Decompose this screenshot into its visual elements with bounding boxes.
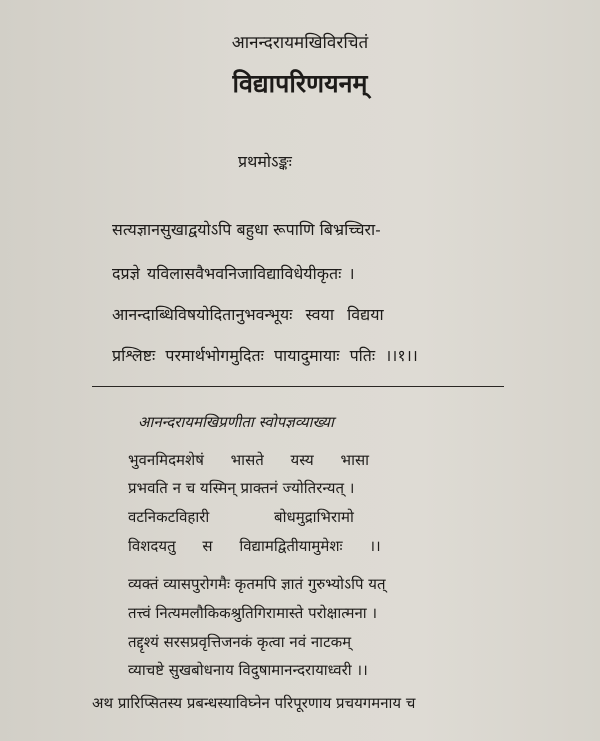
verse-line: सत्यज्ञानसुखाद्वयोऽपि बहुधा रूपाणि बिभ्रच्चिरा- xyxy=(112,220,381,239)
act-heading: प्रथमोऽङ्कः xyxy=(238,152,292,171)
stanza-line: प्रभवति न च यस्मिन् प्राक्तनं ज्योतिरन्यत् । xyxy=(128,479,355,497)
author-line: आनन्दरायमखिविरचितं xyxy=(231,33,369,53)
stanza-line: व्यक्तं व्यासपुरोगमैः कृतमपि ज्ञातं गुरुभ्योऽपि यत् xyxy=(128,575,386,593)
commentary-prose: अथ प्रारिप्सितस्य प्रबन्धस्याविघ्नेन परिपूरणाय प्रचयगमनाय च xyxy=(92,694,416,712)
verse-line: प्रश्लिष्टः परमार्थभोगमुदितः पायादुमायाः पतिः ।।१।। xyxy=(112,346,418,365)
stanza-line: तत्त्वं नित्यमलौकिकश्रुतिगिरामास्ते परोक्षात्मना । xyxy=(128,604,378,622)
verse-line: दप्रज्ञे यविलासवैभवनिजाविद्याविधेयीकृतः । xyxy=(112,264,355,283)
stanza-line: विशदयतु स विद्यामद्वितीयामुमेशः ।। xyxy=(128,537,381,555)
commentary-heading: आनन्दरायमखिप्रणीता स्वोपज्ञव्याख्या xyxy=(138,413,334,431)
stanza-line: व्याचष्टे सुखबोधनाय विदुषामानन्दरायाध्वरी ।। xyxy=(128,661,368,679)
section-divider xyxy=(92,386,504,387)
stanza-line: वटनिकटविहारी बोधमुद्राभिरामो xyxy=(128,508,354,526)
stanza-line: तद्दृश्यं सरसप्रवृत्तिजनकं कृत्वा नवं नाटकम् xyxy=(128,633,352,651)
play-title: विद्यापरिणयनम् xyxy=(232,69,368,98)
verse-line: आनन्दाब्धिविषयोदितानुभवन्भूयः स्वया विद्यया xyxy=(112,305,384,324)
stanza-line: भुवनमिदमशेषं भासते यस्य भासा xyxy=(128,451,369,469)
